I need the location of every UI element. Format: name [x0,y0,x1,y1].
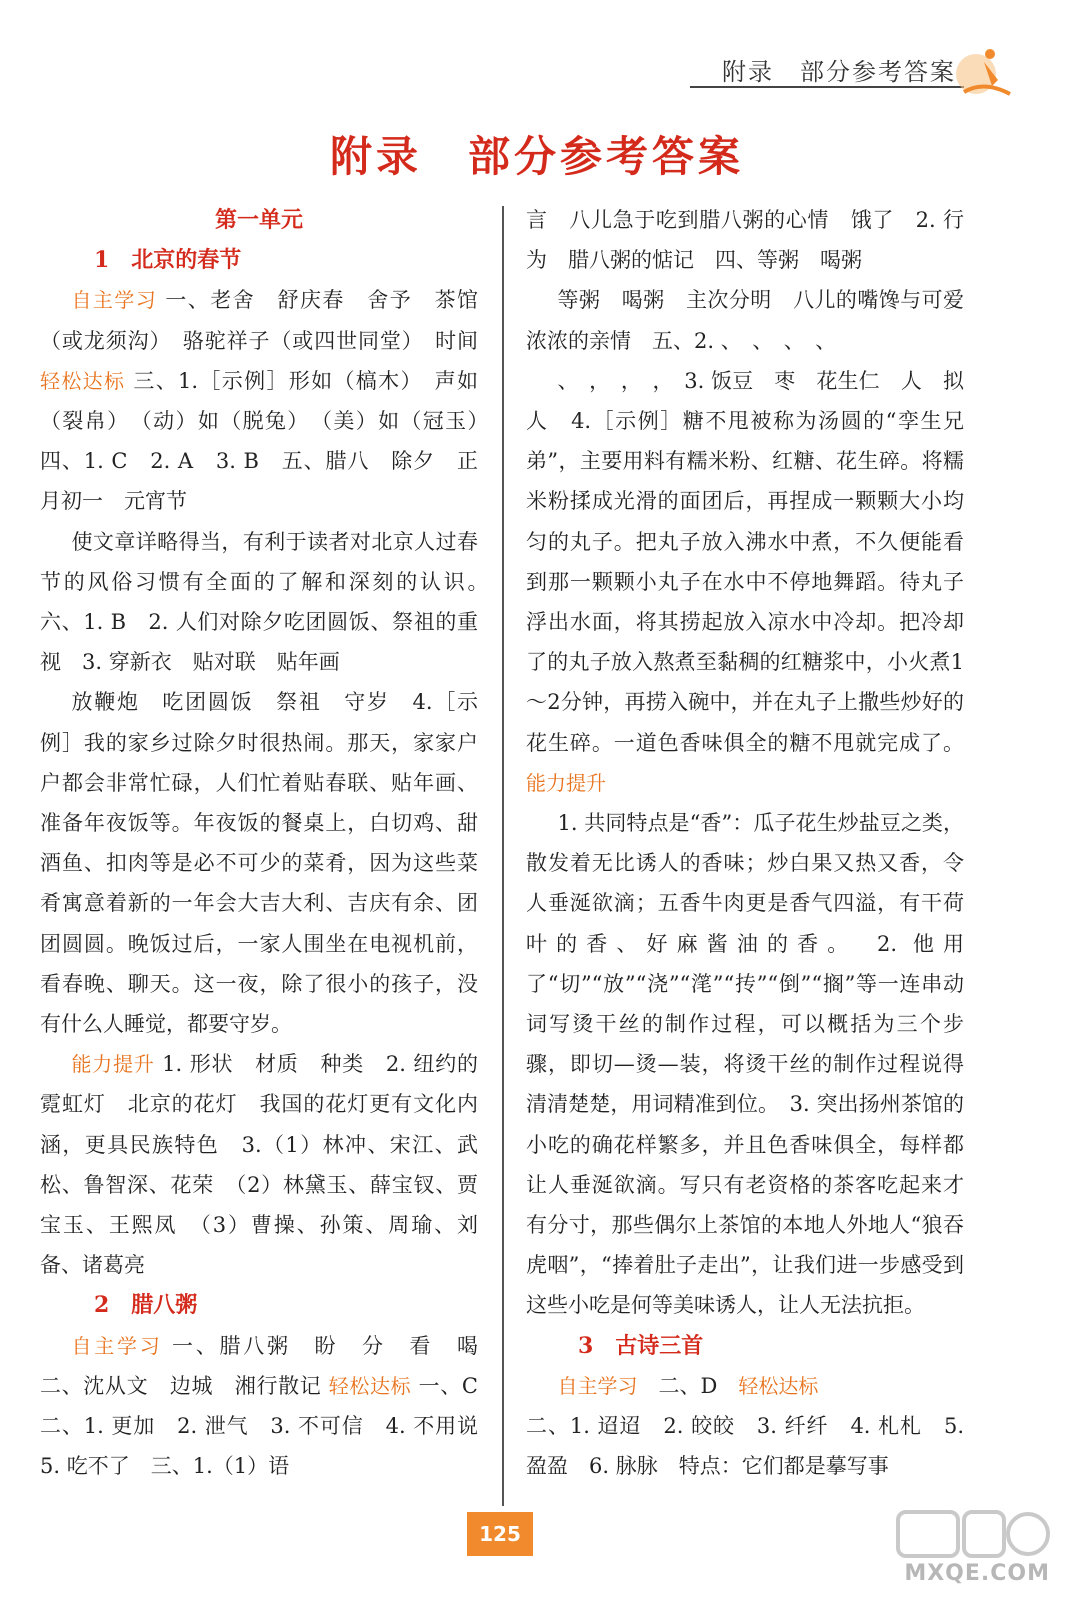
page-number-badge: 125 [467,1512,533,1556]
answer-text: 一、老舍 舒庆春 舍予 茶馆（或龙须沟） 骆驼祥子（或四世同堂） 时间 [40,288,479,353]
tag-self-study: 自主学习 [71,1333,163,1358]
lesson-1-title: 1 北京的春节 [94,247,242,274]
lesson-3-answers [526,1366,964,1406]
tag-easy-standard: 轻松达标 [328,1373,412,1398]
page-title: 附录 部分参考答案 [329,132,744,181]
answer-paragraph: 1. 共同特点是“香”：瓜子花生炒盐豆之类，散发着无比诱人的香味；炒白果又热又香，令人垂涎欲滴；五香牛肉更是香气四溢，有干荷叶的香、好麻酱油的香。 2. 他用了“切”“放”“浇”“滗”“抟”“倒”“搁”等一连串动词写烫干丝的制作过程，可以概括为三个步骤，即切—烫—装，将烫干丝的制作过程说得清清楚楚，用词精准到位。 3. 突出扬州茶馆的小吃的确花样繁多，并且色香味俱全，每样都让人垂涎欲滴。写只有老资格的茶客吃起来才有分寸，那些偶尔上茶馆的本地人外地人“狼吞虎咽”，“捧着肚子走出”，让我们进一步感受到这些小吃是何等美味诱人，让人无法抗拒。 [526,811,964,1318]
lesson-1-answers [40,280,499,521]
answer-paragraph: 放鞭炮 吃团圆饭 祭祖 守岁 4.［示例］我的家乡过除夕时很热闹。那天，家家户户都会非常忙碌，人们忙着贴春联、贴年画、准备年夜饭等。年夜饭的餐桌上，白切鸡、甜酒鱼、扣肉等是必不可少的菜肴，因为这些菜肴寓意着新的一年会大吉大利、吉庆有余、团团圆圆。晚饭过后，一家人围坐在电视机前，看春晚、聊天。这一夜，除了很小的孩子，没有什么人睡觉，都要守岁。 [40,690,478,1037]
right-column [526,200,985,1487]
answer-text: 三、1.［示例］形如（槁木） 声如（裂帛） （动）如（脱兔） （美）如（冠玉） 四、1. C 2. A 3. B 五、腊八 除夕 正月初一 元宵节 [40,368,499,514]
left-column [40,200,499,1487]
lesson-3-title: 3 古诗三首 [578,1332,704,1359]
lesson-2-answers [40,1326,499,1487]
page-header [0,0,1074,110]
tag-easy-standard: 轻松达标 [40,368,126,393]
header-rule [690,86,964,88]
answer-text: 二、D [637,1373,739,1398]
column-divider [502,206,504,1506]
answer-text: 、 ， ， ， 3. 饭豆 枣 花生仁 人 拟人 4.［示例］糖不甩被称为汤圆的“孪生兄弟”，主要用料有糯米粉、红糖、花生碎。将糯米粉揉成光滑的面团后，再捏成一颗颗大小均匀的丸子。把丸子放入沸水中煮，不久便能看到那一颗颗小丸子在水中不停地舞蹈。待丸子浮出水面，将其捞起放入凉水中冷却。把冷却了的丸子放入熬煮至黏稠的红糖浆中，小火煮1～2分钟，再捞入碗中，并在丸子上撒些炒好的花生碎。一道色香味俱全的糖不甩就完成了。 [526,368,964,755]
tag-self-study: 自主学习 [71,288,158,313]
lesson-2-title: 2 腊八粥 [94,1292,198,1319]
tag-easy-standard: 轻松达标 [738,1373,819,1398]
tag-ability: 能力提升 [526,770,606,795]
pencil-decoration-icon [954,40,1024,110]
watermark-text: MXQE.COM [904,1561,1050,1586]
tag-self-study: 自主学习 [557,1373,638,1398]
answer-text: 一、C 二、1. 更加 2. 泄气 3. 不可信 4. 不用说 5. 吃不了 三、1.（1）语 [40,1373,499,1479]
answer-paragraph: 使文章详略得当，有利于读者对北京人过春节的风俗习惯有全面的了解和深刻的认识。 六、1. B 2. 人们对除夕吃团圆饭、祭祖的重视 3. 穿新衣 贴对联 贴年画 [40,529,499,675]
unit-title: 第一单元 [214,207,303,233]
answer-paragraph: 言 八儿急于吃到腊八粥的心情 饿了 2. 行为 腊八粥的惦记 四、等粥 喝粥 [526,208,964,273]
answer-paragraph: 二、1. 迢迢 2. 皎皎 3. 纤纤 4. 札札 5. 盈盈 6. 脉脉 特点：它们都是摹写事 [526,1414,964,1479]
lesson-1-ability [40,1044,478,1285]
tag-ability: 能力提升 [71,1052,155,1077]
answer-text: 一、腊八粥 盼 分 看 喝 二、沈从文 边城 湘行散记 [40,1333,499,1398]
answer-paragraph: 等粥 喝粥 主次分明 八儿的嘴馋与可爱 浓浓的亲情 五、2. 、 、 、 、 [526,288,985,353]
answer-paragraph [526,361,964,803]
running-header-title: 附录 部分参考答案 [722,58,956,86]
answer-text: 1. 形状 材质 种类 2. 纽约的霓虹灯 北京的花灯 我国的花灯更有文化内涵，更具民族特色 3.（1）林冲、宋江、武松、鲁智深、花荣 （2）林黛玉、薛宝钗、贾宝玉、王熙凤 （3）曹操、孙策、周瑜、刘备、诸葛亮 [40,1052,478,1278]
